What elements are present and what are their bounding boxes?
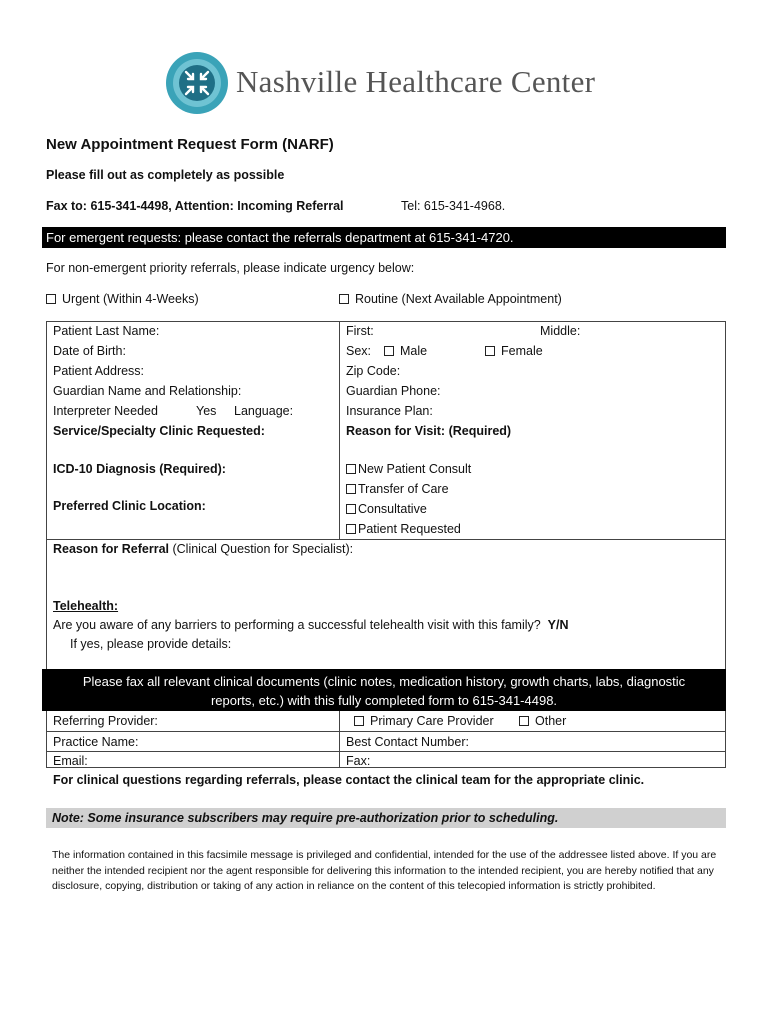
practice-name-label[interactable]: Practice Name: — [53, 735, 139, 749]
fax-label[interactable]: Fax: — [346, 754, 371, 768]
email-label[interactable]: Email: — [53, 754, 88, 768]
transfer-checkbox[interactable] — [346, 484, 356, 494]
visit-option-transfer[interactable]: Transfer of Care — [346, 482, 449, 496]
zip-label[interactable]: Zip Code: — [346, 364, 401, 378]
language-label[interactable]: Language: — [234, 404, 294, 418]
clinical-questions-note: For clinical questions regarding referrals, please contact the clinical team for the appropriate clinic. — [53, 773, 645, 787]
org-name: Nashville Healthcare Center — [236, 64, 596, 99]
referring-provider-label[interactable]: Referring Provider: — [53, 714, 158, 728]
guardian-phone-label[interactable]: Guardian Phone: — [346, 384, 441, 398]
tel-line: Tel: 615-341-4968. — [401, 199, 506, 213]
patient-requested-checkbox[interactable] — [346, 524, 356, 534]
urgency-prompt: For non-emergent priority referrals, please indicate urgency below: — [46, 261, 415, 275]
referral-reason-label[interactable]: Reason for Referral (Clinical Question for Specialist): — [53, 542, 354, 556]
female-option[interactable]: Female — [485, 344, 543, 358]
visit-option-consultative[interactable]: Consultative — [346, 502, 427, 516]
form-title: New Appointment Request Form (NARF) — [46, 136, 334, 153]
routine-checkbox[interactable] — [339, 294, 349, 304]
last-name-label[interactable]: Patient Last Name: — [53, 324, 160, 338]
sex-label: Sex: — [346, 344, 372, 358]
urgent-checkbox[interactable] — [46, 294, 56, 304]
dob-label[interactable]: Date of Birth: — [53, 344, 126, 358]
telehealth-question[interactable]: Are you aware of any barriers to performing a successful telehealth visit with this family? Y/N — [53, 618, 569, 632]
visit-option-patient[interactable]: Patient Requested — [346, 522, 461, 536]
consultative-checkbox[interactable] — [346, 504, 356, 514]
visit-option-new[interactable]: New Patient Consult — [346, 462, 471, 476]
logo-icon — [162, 50, 232, 116]
address-label[interactable]: Patient Address: — [53, 364, 145, 378]
other-option[interactable]: Other — [519, 714, 566, 728]
urgent-option[interactable]: Urgent (Within 4-Weeks) — [46, 292, 199, 306]
telehealth-heading: Telehealth: — [53, 599, 119, 613]
insurance-label[interactable]: Insurance Plan: — [346, 404, 433, 418]
first-name-label[interactable]: First: — [346, 324, 374, 338]
male-checkbox[interactable] — [384, 346, 394, 356]
form-subtitle: Please fill out as completely as possible — [46, 168, 285, 182]
other-checkbox[interactable] — [519, 716, 529, 726]
middle-name-label[interactable]: Middle: — [540, 324, 581, 338]
guardian-label[interactable]: Guardian Name and Relationship: — [53, 384, 242, 398]
best-contact-label[interactable]: Best Contact Number: — [346, 735, 469, 749]
service-label[interactable]: Service/Specialty Clinic Requested: — [53, 424, 265, 438]
confidentiality-disclaimer: The information contained in this facsimile message is privileged and confidential, intended for the use of the addressee listed above. If you are neither the intended recipient nor the agent responsible for delivering this information to the intended recipient, you are hereby notified that any disclosure, copying, distribution or taking of any action in reliance on the content of this telecopied information is strictly prohibited. — [52, 849, 717, 892]
female-checkbox[interactable] — [485, 346, 495, 356]
telehealth-details[interactable]: If yes, please provide details: — [70, 637, 232, 651]
location-label[interactable]: Preferred Clinic Location: — [53, 499, 206, 513]
reason-visit-label: Reason for Visit: (Required) — [346, 424, 512, 438]
preauth-note: Note: Some insurance subscribers may require pre-authorization prior to scheduling. — [46, 808, 726, 828]
pcp-checkbox[interactable] — [354, 716, 364, 726]
fax-documents-banner: Please fax all relevant clinical documents (clinic notes, medication history, growth charts, labs, diagnostic reports, etc.) with this fully completed form to 615-341-4498. — [42, 669, 726, 711]
emergent-banner: For emergent requests: please contact the referrals department at 615-341-4720. — [42, 227, 726, 248]
fax-line: Fax to: 615-341-4498, Attention: Incoming Referral — [46, 199, 344, 213]
new-consult-checkbox[interactable] — [346, 464, 356, 474]
routine-option[interactable]: Routine (Next Available Appointment) — [339, 292, 562, 306]
pcp-option[interactable]: Primary Care Provider — [354, 714, 494, 728]
interpreter-label: Interpreter Needed — [53, 404, 158, 418]
interpreter-yes[interactable]: Yes — [196, 404, 217, 418]
male-option[interactable]: Male — [384, 344, 427, 358]
icd-label[interactable]: ICD-10 Diagnosis (Required): — [53, 462, 226, 476]
